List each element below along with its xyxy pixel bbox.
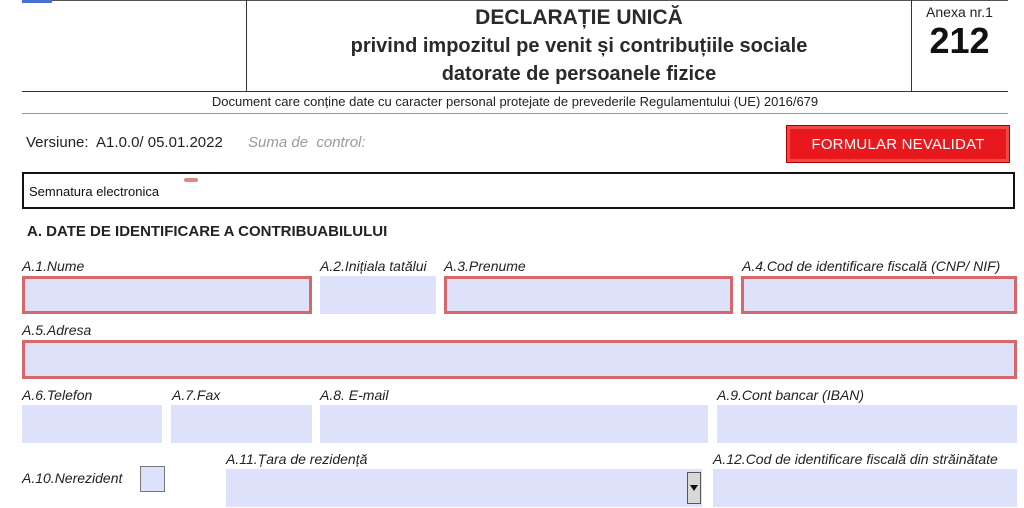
a3-first-name-input[interactable]	[444, 276, 733, 314]
form-subtitle-line1: privind impozitul pe venit și contribuțiile sociale	[350, 35, 808, 57]
header-top-border	[22, 0, 1008, 1]
a7-fax-input[interactable]	[171, 405, 312, 443]
a9-label: A.9.Cont bancar (IBAN)	[717, 387, 865, 403]
a9-bank-account-input[interactable]	[717, 405, 1017, 443]
version-text: Versiune: A1.0.0/ 05.01.2022	[26, 134, 223, 151]
a10-label: A.10.Nerezident	[22, 470, 123, 486]
a4-tax-id-input[interactable]	[741, 276, 1017, 314]
a5-label: A.5.Adresa	[22, 322, 92, 338]
privacy-underline	[22, 113, 1008, 114]
a1-label: A.1.Nume	[22, 258, 85, 274]
a12-foreign-tax-id-input[interactable]	[713, 469, 1017, 507]
form-number: 212	[929, 20, 990, 61]
signature-marker-icon	[184, 178, 198, 182]
a3-label: A.3.Prenume	[444, 258, 526, 274]
a5-address-input[interactable]	[22, 340, 1017, 379]
form-title: DECLARAȚIE UNICĂ	[475, 6, 683, 29]
privacy-note: Document care conține date cu caracter personal protejate de prevederile Regulamentului (UE) 2016/679	[211, 94, 819, 109]
a2-father-initial-input[interactable]	[320, 276, 436, 314]
dropdown-arrow-icon[interactable]	[687, 472, 701, 504]
a11-country-select[interactable]	[226, 469, 702, 507]
electronic-signature-field[interactable]	[22, 172, 1015, 209]
a2-label: A.2.Inițiala tatălui	[320, 258, 427, 274]
a4-label: A.4.Cod de identificare fiscală (CNP/ NIF)	[742, 258, 1001, 274]
a8-email-input[interactable]	[320, 405, 708, 443]
a8-label: A.8. E-mail	[320, 387, 389, 403]
section-a-title: A. DATE DE IDENTIFICARE A CONTRIBUABILULUI	[27, 223, 388, 240]
form-subtitle-line2: datorate de persoanele fizice	[441, 63, 717, 85]
a1-name-input[interactable]	[22, 276, 312, 314]
form-invalid-button-label: FORMULAR NEVALIDAT	[811, 135, 985, 153]
signature-label: Semnatura electronica	[29, 184, 160, 199]
a12-label: A.12.Cod de identificare fiscală din străinătate	[713, 451, 998, 467]
form-invalid-button[interactable]	[786, 125, 1010, 163]
annex-label: Anexa nr.1	[926, 4, 993, 20]
top-left-tab	[22, 0, 52, 3]
header-bottom-border	[22, 91, 1008, 92]
a10-nonresident-checkbox[interactable]	[140, 466, 165, 492]
a6-phone-input[interactable]	[22, 405, 162, 443]
a7-label: A.7.Fax	[172, 387, 221, 403]
a11-label: A.11.Țara de rezidență	[226, 451, 368, 467]
checksum-label: Suma de control:	[248, 134, 366, 151]
a6-label: A.6.Telefon	[22, 387, 93, 403]
